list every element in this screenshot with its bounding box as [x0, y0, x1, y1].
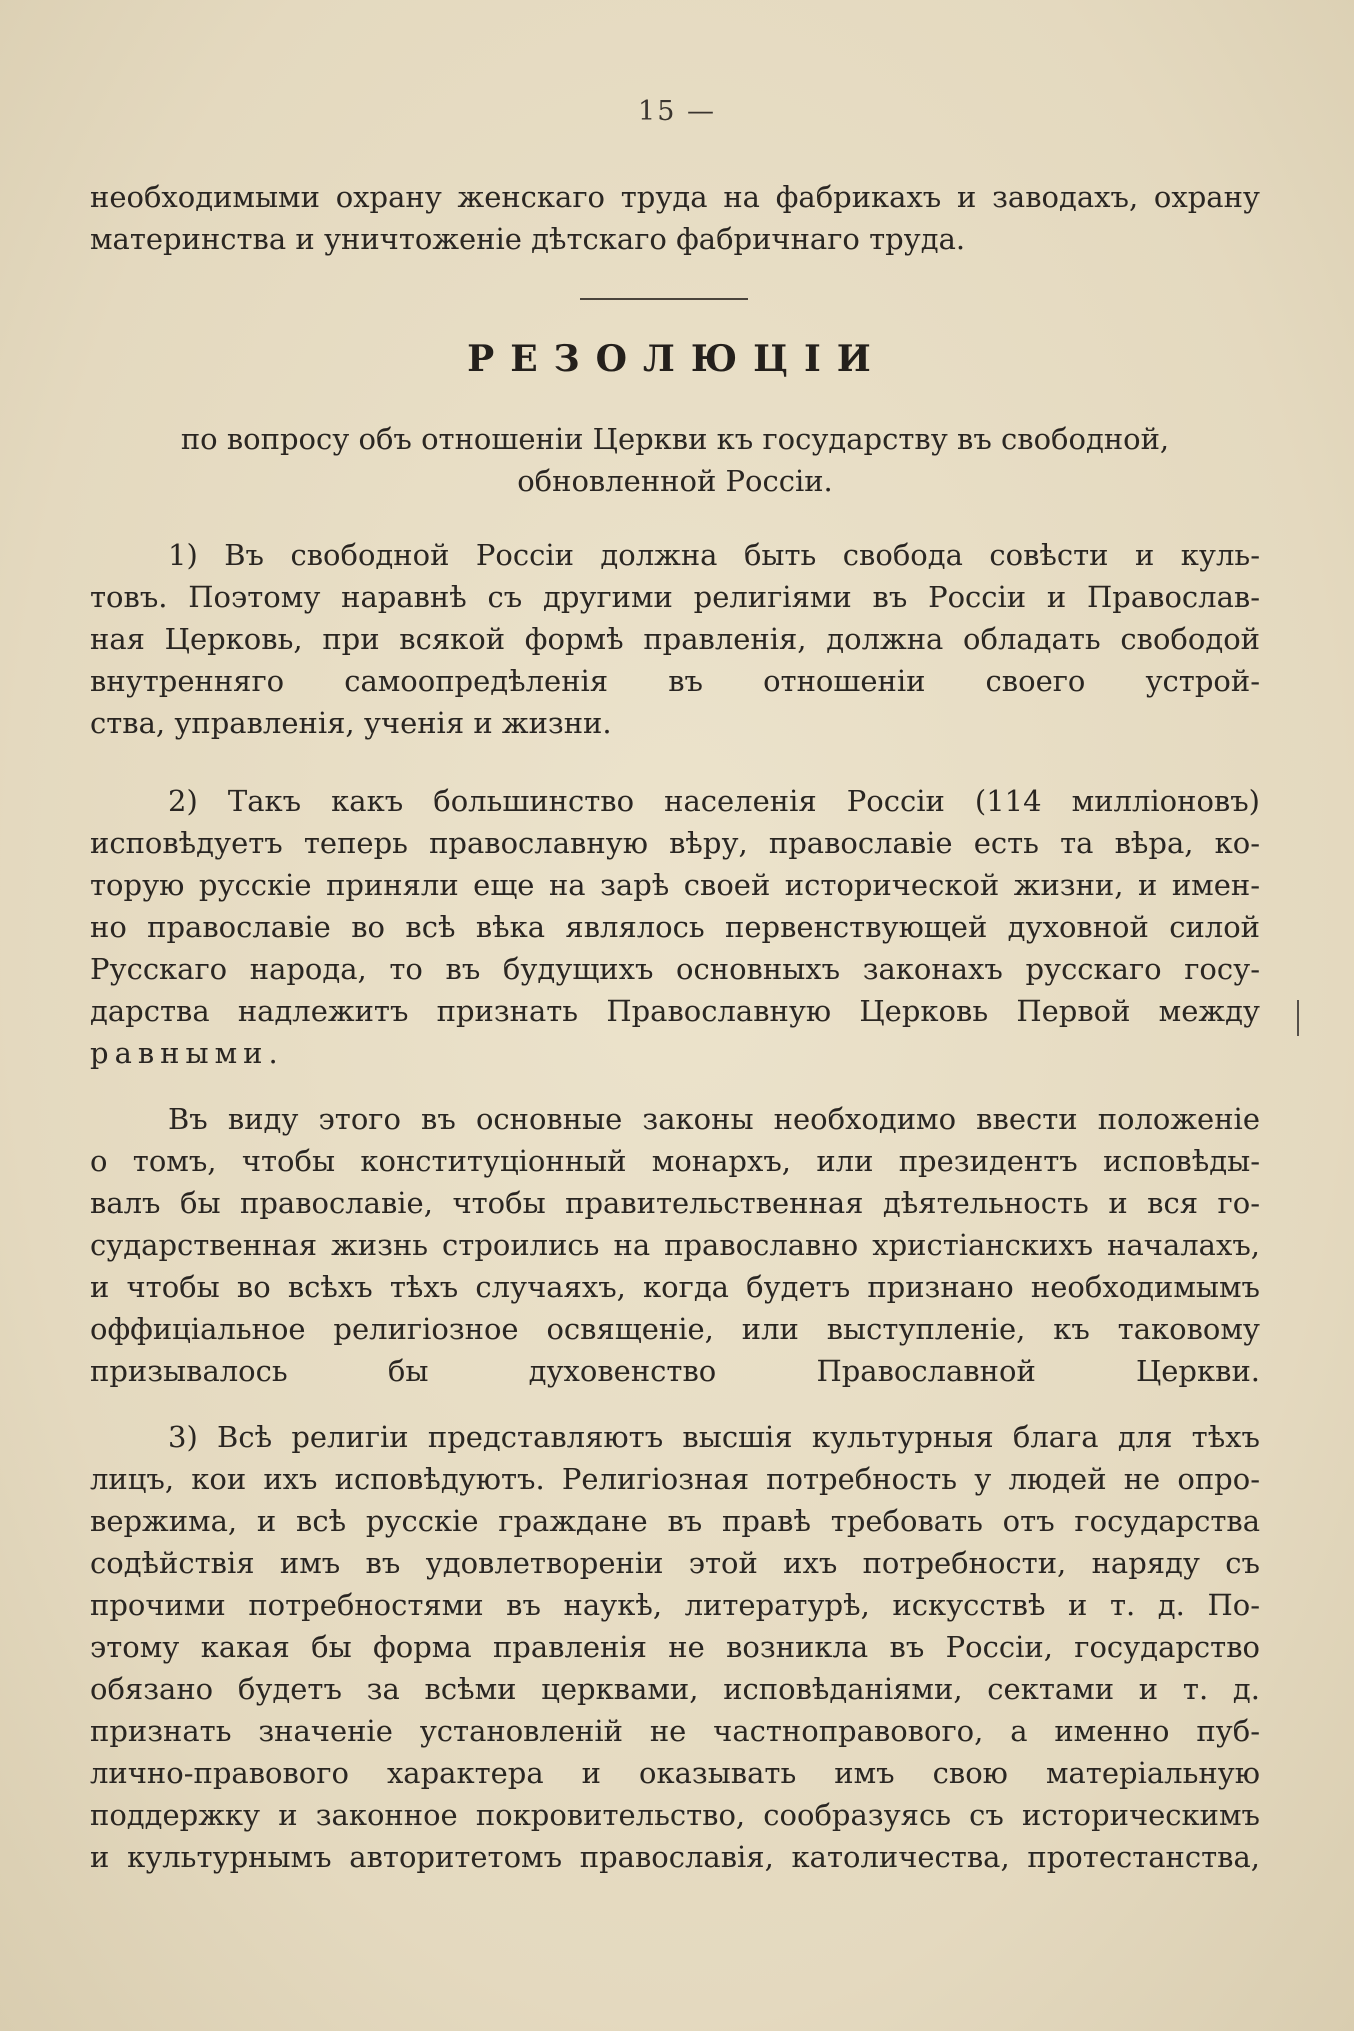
p1-line-1: 1) Въ свободной Россіи должна быть свобода совѣсти и куль- — [168, 538, 1260, 572]
page-number: 15 — — [638, 96, 716, 127]
p4-line-6: этому какая бы форма правленія не возникла въ Россіи, государство — [90, 1630, 1260, 1664]
intro-line-1: необходимыми охрану женскаго труда на фабрикахъ и заводахъ, охрану — [90, 180, 1260, 214]
subheading-line-1: по вопросу объ отношеніи Церкви къ государству въ свободной, — [180, 422, 1170, 456]
p4-line-2: лицъ, кои ихъ исповѣдуютъ. Религіозная потребность у людей не опро- — [90, 1462, 1260, 1496]
p4-line-9: лично-правового характера и оказывать имъ свою матеріальную — [90, 1756, 1260, 1790]
p1-line-3: ная Церковь, при всякой формѣ правленія, должна обладать свободой — [90, 622, 1260, 656]
p4-line-4: содѣйствія имъ въ удовлетвореніи этой ихъ потребности, наряду съ — [90, 1546, 1260, 1580]
p4-line-5: прочими потребностями въ наукѣ, литературѣ, искусствѣ и т. д. По- — [90, 1588, 1260, 1622]
p3-line-4: сударственная жизнь строились на православно христіанскихъ началахъ, — [90, 1228, 1260, 1262]
p1-line-5: ства, управленія, ученія и жизни. — [90, 706, 612, 740]
p2-line-1: 2) Такъ какъ большинство населенія Россіи (114 милліоновъ) — [168, 784, 1260, 818]
p3-line-2: о томъ, чтобы конституціонный монархъ, или президентъ исповѣды- — [90, 1144, 1260, 1178]
p3-line-5: и чтобы во всѣхъ тѣхъ случаяхъ, когда будетъ признано необходимымъ — [90, 1270, 1260, 1304]
subheading-line-2: обновленной Россіи. — [517, 464, 833, 498]
p4-line-8: признать значеніе установленій не частноправового, а именно пуб- — [90, 1714, 1260, 1748]
p2-line-3: торую русскіе приняли еще на зарѣ своей исторической жизни, и имен- — [90, 868, 1260, 902]
p2-line-6: дарства надлежитъ признать Православную Церковь Первой между — [90, 994, 1260, 1028]
margin-mark — [1297, 1000, 1299, 1036]
p1-line-4: внутренняго самоопредѣленія въ отношеніи своего устрой- — [90, 664, 1260, 698]
p4-line-10: поддержку и законное покровительство, сообразуясь съ историческимъ — [90, 1798, 1260, 1832]
p2-line-4: но православіе во всѣ вѣка являлось первенствующей духовной силой — [90, 910, 1260, 944]
intro-line-2: материнства и уничтоженіе дѣтскаго фабричнаго труда. — [90, 222, 966, 256]
p3-line-3: валъ бы православіе, чтобы правительственная дѣятельность и вся го- — [90, 1186, 1260, 1220]
p2-line-5: Русскаго народа, то въ будущихъ основныхъ законахъ русскаго госу- — [90, 952, 1260, 986]
p4-line-11: и культурнымъ авторитетомъ православія, католичества, протестанства, — [90, 1840, 1260, 1874]
p3-line-1: Въ виду этого въ основные законы необходимо ввести положеніе — [168, 1102, 1260, 1136]
p1-line-2: товъ. Поэтому наравнѣ съ другими религіями въ Россіи и Православ- — [90, 580, 1260, 614]
p3-line-6: оффиціальное религіозное освященіе, или выступленіе, къ таковому — [90, 1312, 1260, 1346]
p3-line-7: призывалось бы духовенство Православной Церкви. — [90, 1354, 1260, 1388]
section-heading: РЕЗОЛЮЦІИ — [467, 338, 887, 380]
p2-line-2: исповѣдуетъ теперь православную вѣру, православіе есть та вѣра, ко- — [90, 826, 1260, 860]
section-divider — [580, 298, 748, 300]
p4-line-3: вержима, и всѣ русскіе граждане въ правѣ требовать отъ государства — [90, 1504, 1260, 1538]
p4-line-7: обязано будетъ за всѣми церквами, исповѣданіями, сектами и т. д. — [90, 1672, 1260, 1706]
p4-line-1: 3) Всѣ религіи представляютъ высшія культурныя блага для тѣхъ — [168, 1420, 1260, 1454]
p2-line-7: равными. — [90, 1036, 284, 1070]
